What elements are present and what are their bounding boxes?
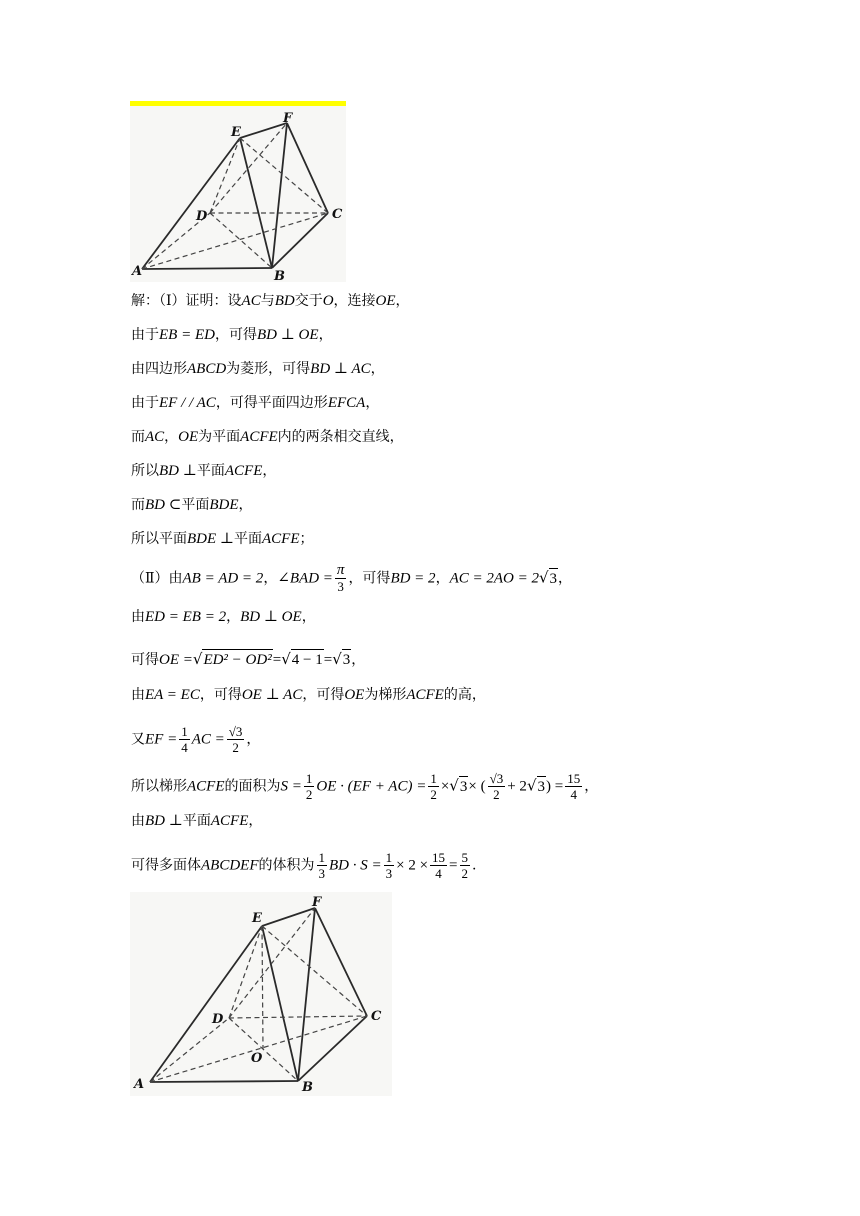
label-F: F: [312, 895, 322, 910]
fraction: $\frac{5}{2}$: [461, 850, 469, 881]
solution-line-13: 又EF = $\frac{1}{4}$ AC = $\frac{√3}{2}$ ，: [131, 724, 261, 755]
solution-line-16: 可得多面体ABCDEF的体积为 $\frac{1}{3}$ BD · S = $\frac{1}{3}$ × 2 × $\frac{15}{4}$ = $\frac{5}{2}$ .: [131, 850, 477, 881]
solution-line-3: 由四边形ABCD为菱形，可得BD ⊥ AC，: [131, 361, 385, 377]
label-D: D: [212, 1012, 224, 1027]
fraction: $\frac{√3}{2}$: [228, 724, 243, 755]
fraction: $\frac{15}{4}$: [567, 771, 581, 802]
fraction: $\frac{1}{4}$: [181, 724, 188, 755]
label-C: C: [371, 1009, 382, 1024]
label-D: D: [196, 209, 208, 224]
solution-line-8: 所以平面BDE ⊥平面ACFE；: [131, 531, 314, 547]
solution-line-10: 由ED = EB = 2，BD ⊥ OE，: [131, 609, 316, 625]
label-E: E: [231, 125, 241, 140]
solution-line-5: 而AC，OE为平面ACFE内的两条相交直线，: [131, 429, 404, 445]
fraction: $\frac{1}{2}$: [430, 771, 437, 802]
solution-line-7: 而BD ⊂平面BDE，: [131, 497, 253, 513]
fraction: $\frac{\pi}{3}$: [336, 562, 345, 594]
solution-line-11: 可得OE =√ED² − OD²=√4 − 1=√3，: [131, 650, 366, 668]
solution-line-12: 由EA = EC，可得OE ⊥ AC，可得OE为梯形ACFE的高，: [131, 687, 486, 703]
solution-line-14: 所以梯形ACFE的面积为S = $\frac{1}{2}$ OE · (EF + AC) = $\frac{1}{2}$ ×√3× ( $\frac{√3}{2}$ + 2√3) = $\frac{15}{4}$ ，: [131, 771, 599, 802]
solution-line-4: 由于EF / / AC，可得平面四边形EFCA，: [131, 395, 380, 411]
fraction: $\frac{15}{4}$: [432, 850, 446, 881]
label-A: A: [134, 1077, 145, 1092]
solution-line-15: 由BD ⊥平面ACFE，: [131, 813, 263, 829]
label-C: C: [332, 207, 343, 222]
figure-polyhedron-1: [130, 106, 346, 282]
solution-line-9: （Ⅱ）由AB = AD = 2，∠BAD = $\frac{\pi}{3}$ ，可得BD = 2，AC = 2AO = 2√3，: [131, 562, 573, 594]
figure-polyhedron-2: [130, 892, 392, 1096]
label-E: E: [252, 911, 262, 926]
label-B: B: [274, 269, 285, 282]
fraction: $\frac{1}{3}$: [385, 850, 393, 881]
solution-line-6: 所以BD ⊥平面ACFE，: [131, 463, 277, 479]
fraction: $\frac{1}{3}$: [318, 850, 325, 881]
label-F: F: [283, 111, 293, 126]
label-A: A: [132, 264, 143, 279]
label-B: B: [302, 1080, 313, 1095]
solution-line-1: 解：（Ⅰ）证明：设AC与BD交于O，连接OE，: [131, 293, 410, 309]
fraction: $\frac{√3}{2}$: [489, 771, 504, 802]
solution-line-2: 由于EB = ED，可得BD ⊥ OE，: [131, 327, 333, 343]
fraction: $\frac{1}{2}$: [305, 771, 313, 802]
label-O: O: [251, 1051, 263, 1066]
